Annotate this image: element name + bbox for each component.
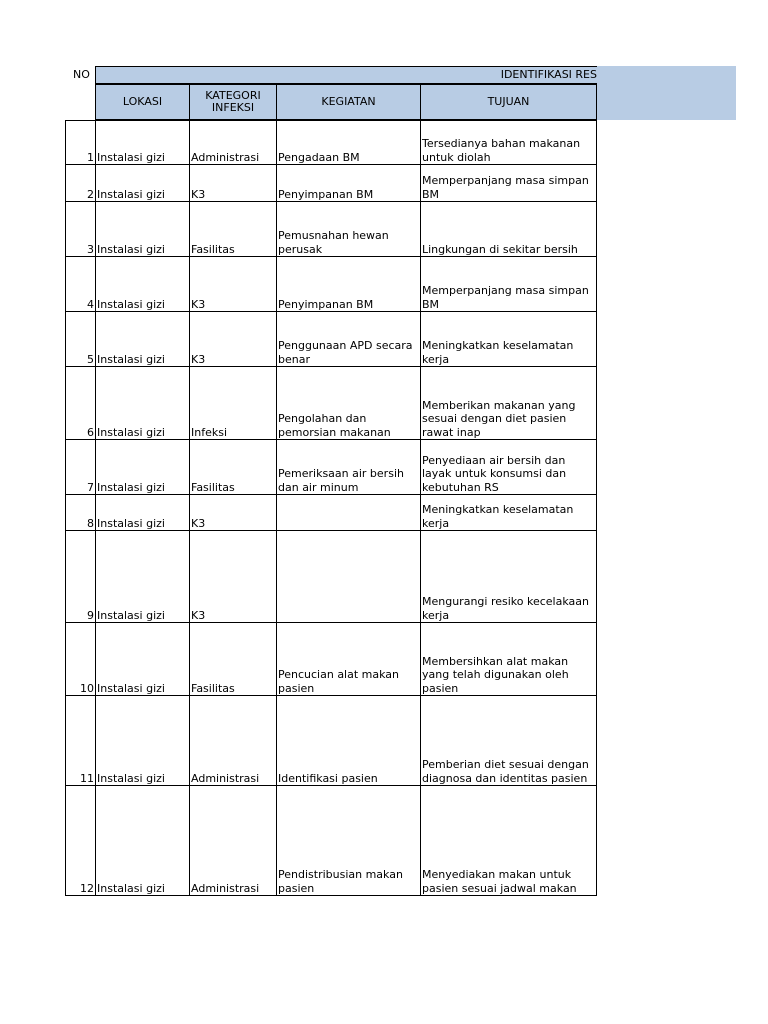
cell-lokasi: Instalasi gizi	[96, 202, 190, 257]
cell-lokasi: Instalasi gizi	[96, 121, 190, 165]
row-number: 6	[66, 367, 96, 440]
cell-kategori: K3	[190, 312, 277, 367]
row-number: 11	[66, 696, 96, 786]
cell-tujuan: Membersihkan alat makan yang telah digunakan oleh pasien	[421, 623, 597, 696]
cell-tujuan: Lingkungan di sekitar bersih	[421, 202, 597, 257]
row-number: 4	[66, 257, 96, 312]
cell-kegiatan: Penggunaan APD secara benar	[277, 312, 421, 367]
cell-tujuan: Memperpanjang masa simpan BM	[421, 165, 597, 202]
row-number: 7	[66, 440, 96, 495]
cell-kegiatan	[277, 531, 421, 623]
data-table	[65, 120, 597, 896]
cell-kategori: Administrasi	[190, 696, 277, 786]
row-number: 8	[66, 495, 96, 531]
table-row	[66, 257, 597, 312]
column-header-kegiatan: KEGIATAN	[276, 84, 421, 120]
cell-tujuan: Menyediakan makan untuk pasien sesuai jadwal makan	[421, 786, 597, 896]
table-row	[66, 165, 597, 202]
cell-kegiatan: Pemeriksaan air bersih dan air minum	[277, 440, 421, 495]
cell-tujuan: Meningkatkan keselamatan kerja	[421, 495, 597, 531]
cell-kegiatan: Penyimpanan BM	[277, 257, 421, 312]
cell-tujuan: Memperpanjang masa simpan BM	[421, 257, 597, 312]
cell-kategori: Administrasi	[190, 121, 277, 165]
table-row	[66, 786, 597, 896]
table-row	[66, 121, 597, 165]
cell-kategori: Fasilitas	[190, 623, 277, 696]
cell-kategori: Administrasi	[190, 786, 277, 896]
column-header-kategori: KATEGORI INFEKSI	[189, 84, 277, 120]
table-body	[66, 121, 597, 896]
row-number: 3	[66, 202, 96, 257]
cell-kegiatan: Pengolahan dan pemorsian makanan	[277, 367, 421, 440]
table-row	[66, 531, 597, 623]
cell-kategori: Fasilitas	[190, 202, 277, 257]
cell-kegiatan: Pengadaan BM	[277, 121, 421, 165]
column-header-lokasi: LOKASI	[95, 84, 190, 120]
cell-kegiatan	[277, 495, 421, 531]
cell-tujuan: Penyediaan air bersih dan layak untuk konsumsi dan kebutuhan RS	[421, 440, 597, 495]
cell-tujuan: Pemberian diet sesuai dengan diagnosa dan identitas pasien	[421, 696, 597, 786]
table-row	[66, 623, 597, 696]
cell-lokasi: Instalasi gizi	[96, 165, 190, 202]
cell-kegiatan: Pencucian alat makan pasien	[277, 623, 421, 696]
cell-lokasi: Instalasi gizi	[96, 786, 190, 896]
row-number: 10	[66, 623, 96, 696]
row-number: 9	[66, 531, 96, 623]
table-row	[66, 495, 597, 531]
cell-kegiatan: Penyimpanan BM	[277, 165, 421, 202]
row-number: 5	[66, 312, 96, 367]
table-row	[66, 202, 597, 257]
cell-tujuan: Mengurangi resiko kecelakaan kerja	[421, 531, 597, 623]
cell-tujuan: Tersedianya bahan makanan untuk diolah	[421, 121, 597, 165]
cell-lokasi: Instalasi gizi	[96, 257, 190, 312]
cell-lokasi: Instalasi gizi	[96, 696, 190, 786]
cell-lokasi: Instalasi gizi	[96, 495, 190, 531]
cell-kategori: K3	[190, 495, 277, 531]
cell-lokasi: Instalasi gizi	[96, 367, 190, 440]
cell-lokasi: Instalasi gizi	[96, 531, 190, 623]
table-row	[66, 696, 597, 786]
cell-kategori: K3	[190, 531, 277, 623]
column-header-tujuan: TUJUAN	[420, 84, 597, 120]
cell-tujuan: Meningkatkan keselamatan kerja	[421, 312, 597, 367]
cell-kategori: K3	[190, 257, 277, 312]
cell-kategori: Fasilitas	[190, 440, 277, 495]
no-column-label: NO	[73, 68, 90, 81]
table-row	[66, 312, 597, 367]
cell-kegiatan: Identifikasi pasien	[277, 696, 421, 786]
cell-kegiatan: Pemusnahan hewan perusak	[277, 202, 421, 257]
table-title: IDENTIFIKASI RES	[500, 68, 597, 81]
cell-lokasi: Instalasi gizi	[96, 312, 190, 367]
cell-kegiatan: Pendistribusian makan pasien	[277, 786, 421, 896]
cell-kategori: K3	[190, 165, 277, 202]
cell-kategori: Infeksi	[190, 367, 277, 440]
row-number: 1	[66, 121, 96, 165]
table-row	[66, 367, 597, 440]
table-row	[66, 440, 597, 495]
row-number: 2	[66, 165, 96, 202]
cell-tujuan: Memberikan makanan yang sesuai dengan diet pasien rawat inap	[421, 367, 597, 440]
row-number: 12	[66, 786, 96, 896]
cell-lokasi: Instalasi gizi	[96, 623, 190, 696]
cell-lokasi: Instalasi gizi	[96, 440, 190, 495]
